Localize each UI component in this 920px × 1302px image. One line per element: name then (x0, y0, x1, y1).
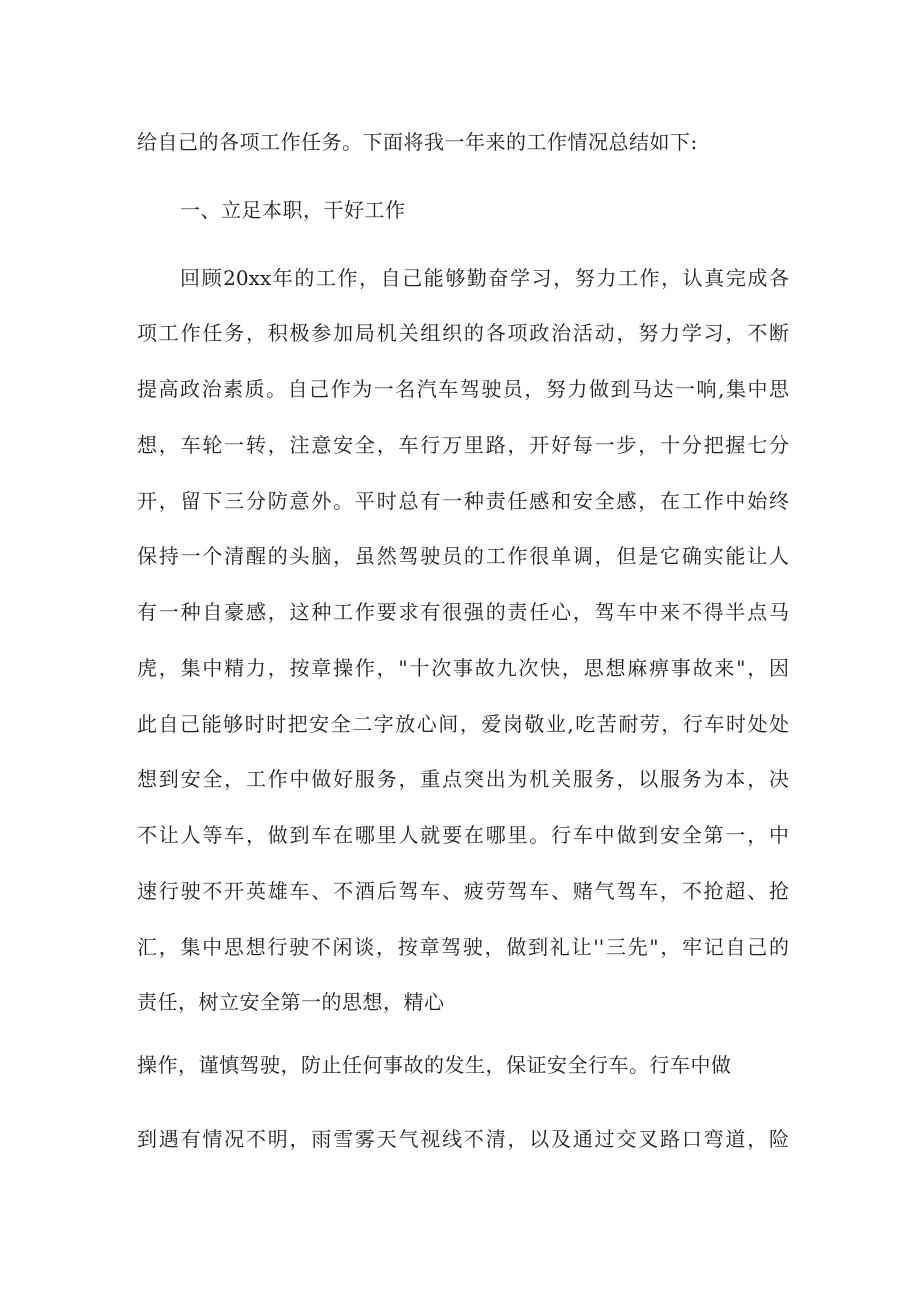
paragraph-line: 此自己能够时时把安全二字放心间，爱岗敬业,吃苦耐劳，行车时处处 (137, 712, 789, 736)
intro-line: 给自己的各项工作任务。下面将我一年来的工作情况总结如下: (137, 130, 698, 154)
paragraph-line: 开，留下三分防意外。平时总有一种责任感和安全感，在工作中始终 (137, 489, 789, 513)
paragraph-line: 有一种自豪感，这种工作要求有很强的责任心，驾车中来不得半点马 (137, 600, 789, 624)
paragraph-line: 保持一个清醒的头脑，虽然驾驶员的工作很单调，但是它确实能让人 (137, 544, 789, 568)
paragraph-line: 提高政治素质。自己作为一名汽车驾驶员，努力做到马达一响,集中思 (137, 377, 789, 401)
paragraph-line: 汇，集中思想行驶不闲谈，按章驾驶，做到礼让''三先"，牢记自己的 (137, 935, 789, 959)
continuation-line: 操作，谨慎驾驶，防止任何事故的发生，保证安全行车。行车中做 (137, 1053, 732, 1077)
paragraph-line: 责任，树立安全第一的思想，精心 (137, 990, 445, 1014)
paragraph-line: 虎，集中精力，按章操作，"十次事故九次快，思想麻痹事故来"，因 (137, 656, 789, 680)
paragraph-line: 速行驶不开英雄车、不酒后驾车、疲劳驾车、赌气驾车，不抢超、抢 (137, 879, 789, 903)
section-heading: 一、立足本职，干好工作 (180, 198, 406, 222)
paragraph-line: 项工作任务，积极参加局机关组织的各项政治活动，努力学习，不断 (137, 321, 789, 345)
paragraph-line: 想到安全，工作中做好服务，重点突出为机关服务，以服务为本，决 (137, 767, 789, 791)
continuation-line: 到遇有情况不明，雨雪雾天气视线不清，以及通过交叉路口弯道，险 (137, 1127, 789, 1151)
paragraph-line: 不让人等车，做到车在哪里人就要在哪里。行车中做到安全第一，中 (137, 823, 789, 847)
paragraph-line: 回顾20xx年的工作，自己能够勤奋学习，努力工作，认真完成各 (180, 266, 789, 290)
paragraph-line: 想，车轮一转，注意安全，车行万里路，开好每一步，十分把握七分 (137, 433, 789, 457)
